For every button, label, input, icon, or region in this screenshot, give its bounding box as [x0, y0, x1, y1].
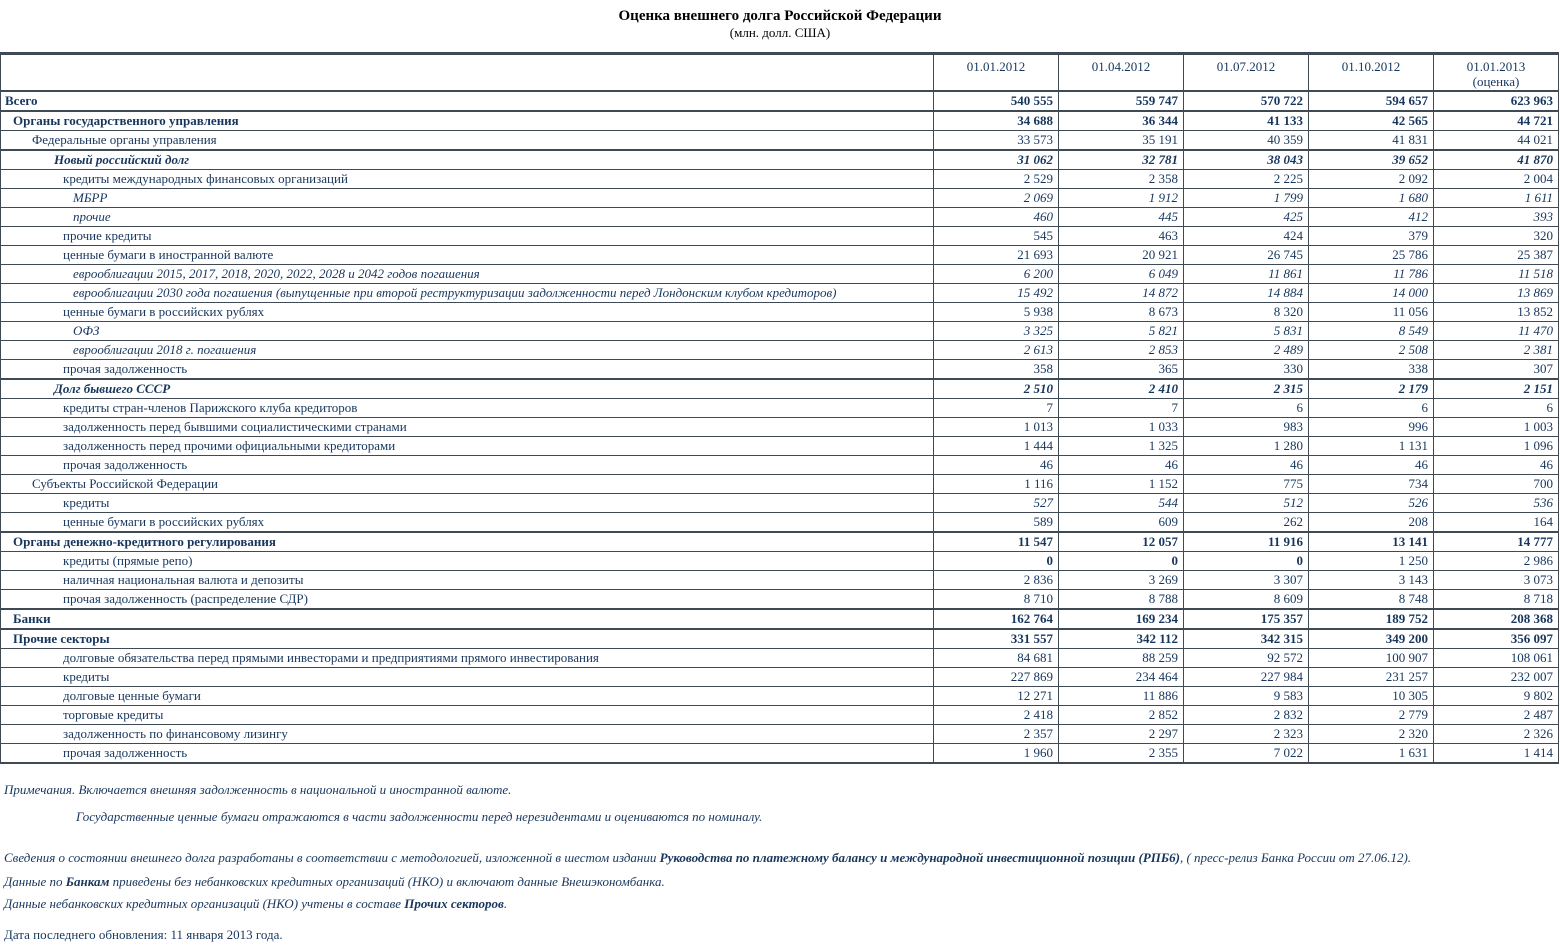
table-row	[1, 744, 1559, 764]
value-cell: 3 143	[1309, 571, 1434, 590]
value-cell: 2 297	[1059, 725, 1184, 744]
row-label: прочая задолженность (распределение СДР)	[1, 590, 934, 610]
value-cell: 46	[1434, 456, 1559, 475]
value-cell: 8 748	[1309, 590, 1434, 610]
value-cell: 2 326	[1434, 725, 1559, 744]
column-header	[1059, 54, 1184, 92]
value-cell: 2 508	[1309, 341, 1434, 360]
value-cell: 262	[1184, 513, 1309, 533]
value-cell: 570 722	[1184, 91, 1309, 111]
value-cell: 5 821	[1059, 322, 1184, 341]
value-cell: 227 984	[1184, 668, 1309, 687]
table-row	[1, 246, 1559, 265]
table-row	[1, 170, 1559, 189]
value-cell: 623 963	[1434, 91, 1559, 111]
value-cell: 307	[1434, 360, 1559, 380]
value-cell: 33 573	[934, 131, 1059, 151]
row-label: наличная национальная валюта и депозиты	[1, 571, 934, 590]
value-cell: 9 583	[1184, 687, 1309, 706]
value-cell: 1 631	[1309, 744, 1434, 764]
value-cell: 25 786	[1309, 246, 1434, 265]
value-cell: 544	[1059, 494, 1184, 513]
value-cell: 1 960	[934, 744, 1059, 764]
value-cell: 1 096	[1434, 437, 1559, 456]
header-row	[1, 54, 1559, 92]
value-cell: 1 280	[1184, 437, 1309, 456]
value-cell: 169 234	[1059, 609, 1184, 629]
value-cell: 6 049	[1059, 265, 1184, 284]
table-row	[1, 609, 1559, 629]
value-cell: 2 986	[1434, 552, 1559, 571]
value-cell: 7 022	[1184, 744, 1309, 764]
value-cell: 540 555	[934, 91, 1059, 111]
value-cell: 536	[1434, 494, 1559, 513]
value-cell: 12 271	[934, 687, 1059, 706]
table-row	[1, 150, 1559, 170]
value-cell: 7	[1059, 399, 1184, 418]
note-segment: Данные небанковских кредитных организаций (НКО) учтены в составе	[4, 896, 405, 911]
table-row	[1, 189, 1559, 208]
row-label: Всего	[1, 91, 934, 111]
value-cell: 330	[1184, 360, 1309, 380]
value-cell: 2 779	[1309, 706, 1434, 725]
value-cell: 0	[1059, 552, 1184, 571]
column-header-date: 01.01.2013	[1466, 59, 1526, 74]
value-cell: 6 200	[934, 265, 1059, 284]
value-cell: 41 831	[1309, 131, 1434, 151]
value-cell: 8 320	[1184, 303, 1309, 322]
value-cell: 164	[1434, 513, 1559, 533]
value-cell: 92 572	[1184, 649, 1309, 668]
table-row	[1, 687, 1559, 706]
table-row	[1, 668, 1559, 687]
value-cell: 2 225	[1184, 170, 1309, 189]
row-label: ценные бумаги в иностранной валюте	[1, 246, 934, 265]
value-cell: 44 021	[1434, 131, 1559, 151]
row-label: Новый российский долг	[1, 150, 934, 170]
value-cell: 1 003	[1434, 418, 1559, 437]
row-label-header	[1, 54, 934, 92]
value-cell: 8 710	[934, 590, 1059, 610]
value-cell: 2 529	[934, 170, 1059, 189]
value-cell: 175 357	[1184, 609, 1309, 629]
value-cell: 2 315	[1184, 379, 1309, 399]
row-label: Федеральные органы управления	[1, 131, 934, 151]
row-label: торговые кредиты	[1, 706, 934, 725]
value-cell: 700	[1434, 475, 1559, 494]
value-cell: 445	[1059, 208, 1184, 227]
value-cell: 342 112	[1059, 629, 1184, 649]
value-cell: 38 043	[1184, 150, 1309, 170]
row-label: кредиты международных финансовых организаций	[1, 170, 934, 189]
value-cell: 559 747	[1059, 91, 1184, 111]
value-cell: 88 259	[1059, 649, 1184, 668]
value-cell: 232 007	[1434, 668, 1559, 687]
row-label: ценные бумаги в российских рублях	[1, 513, 934, 533]
value-cell: 379	[1309, 227, 1434, 246]
value-cell: 463	[1059, 227, 1184, 246]
table-row	[1, 456, 1559, 475]
column-header	[1309, 54, 1434, 92]
value-cell: 189 752	[1309, 609, 1434, 629]
notes	[0, 782, 1560, 942]
value-cell: 20 921	[1059, 246, 1184, 265]
column-header-date: 01.01.2012	[966, 59, 1026, 74]
value-cell: 356 097	[1434, 629, 1559, 649]
table-row	[1, 418, 1559, 437]
table-row	[1, 131, 1559, 151]
value-cell: 231 257	[1309, 668, 1434, 687]
value-cell: 11 916	[1184, 532, 1309, 552]
value-cell: 425	[1184, 208, 1309, 227]
value-cell: 734	[1309, 475, 1434, 494]
value-cell: 8 609	[1184, 590, 1309, 610]
table-row	[1, 399, 1559, 418]
value-cell: 460	[934, 208, 1059, 227]
table-row	[1, 725, 1559, 744]
table-row	[1, 303, 1559, 322]
value-cell: 424	[1184, 227, 1309, 246]
value-cell: 21 693	[934, 246, 1059, 265]
table-row	[1, 111, 1559, 131]
value-cell: 41 870	[1434, 150, 1559, 170]
value-cell: 14 884	[1184, 284, 1309, 303]
value-cell: 8 788	[1059, 590, 1184, 610]
note-nko	[4, 896, 1560, 911]
value-cell: 1 799	[1184, 189, 1309, 208]
value-cell: 1 152	[1059, 475, 1184, 494]
value-cell: 5 831	[1184, 322, 1309, 341]
value-cell: 84 681	[934, 649, 1059, 668]
value-cell: 609	[1059, 513, 1184, 533]
value-cell: 527	[934, 494, 1059, 513]
value-cell: 1 250	[1309, 552, 1434, 571]
value-cell: 0	[934, 552, 1059, 571]
value-cell: 2 320	[1309, 725, 1434, 744]
note-segment: Сведения о состоянии внешнего долга разработаны в соответствии с методологией, изложенной в шестом издании	[4, 850, 660, 865]
value-cell: 34 688	[934, 111, 1059, 131]
value-cell: 14 872	[1059, 284, 1184, 303]
value-cell: 2 489	[1184, 341, 1309, 360]
table-row	[1, 475, 1559, 494]
value-cell: 13 141	[1309, 532, 1434, 552]
column-header-date: 01.10.2012	[1341, 59, 1401, 74]
value-cell: 2 004	[1434, 170, 1559, 189]
row-label: задолженность перед бывшими социалистическими странами	[1, 418, 934, 437]
value-cell: 2 832	[1184, 706, 1309, 725]
value-cell: 13 869	[1434, 284, 1559, 303]
value-cell: 526	[1309, 494, 1434, 513]
value-cell: 2 613	[934, 341, 1059, 360]
value-cell: 3 307	[1184, 571, 1309, 590]
value-cell: 589	[934, 513, 1059, 533]
value-cell: 331 557	[934, 629, 1059, 649]
value-cell: 2 510	[934, 379, 1059, 399]
value-cell: 6	[1434, 399, 1559, 418]
note-remark-1: Примечания. Включается внешняя задолженность в национальной и иностранной валюте.	[4, 782, 512, 797]
value-cell: 2 487	[1434, 706, 1559, 725]
row-label: ОФЗ	[1, 322, 934, 341]
note-segment: Руководства по платежному балансу и международной инвестиционной позиции (РПБ6)	[659, 850, 1180, 865]
value-cell: 234 464	[1059, 668, 1184, 687]
table-body	[1, 91, 1559, 763]
value-cell: 35 191	[1059, 131, 1184, 151]
value-cell: 11 786	[1309, 265, 1434, 284]
value-cell: 6	[1309, 399, 1434, 418]
value-cell: 108 061	[1434, 649, 1559, 668]
value-cell: 208	[1309, 513, 1434, 533]
note-banks	[4, 874, 1560, 889]
value-cell: 0	[1184, 552, 1309, 571]
row-label: долговые ценные бумаги	[1, 687, 934, 706]
value-cell: 2 355	[1059, 744, 1184, 764]
table-header	[1, 54, 1559, 92]
column-header-sub: (оценка)	[1472, 74, 1520, 89]
value-cell: 775	[1184, 475, 1309, 494]
value-cell: 393	[1434, 208, 1559, 227]
row-label: прочая задолженность	[1, 360, 934, 380]
value-cell: 3 325	[934, 322, 1059, 341]
row-label: Органы денежно-кредитного регулирования	[1, 532, 934, 552]
row-label: задолженность перед прочими официальными кредиторами	[1, 437, 934, 456]
value-cell: 11 056	[1309, 303, 1434, 322]
column-header	[1184, 54, 1309, 92]
value-cell: 358	[934, 360, 1059, 380]
value-cell: 365	[1059, 360, 1184, 380]
value-cell: 46	[1059, 456, 1184, 475]
value-cell: 1 033	[1059, 418, 1184, 437]
table-row	[1, 649, 1559, 668]
value-cell: 1 611	[1434, 189, 1559, 208]
column-header	[934, 54, 1059, 92]
row-label: Долг бывшего СССР	[1, 379, 934, 399]
value-cell: 25 387	[1434, 246, 1559, 265]
value-cell: 8 549	[1309, 322, 1434, 341]
value-cell: 3 073	[1434, 571, 1559, 590]
value-cell: 11 861	[1184, 265, 1309, 284]
table-row	[1, 706, 1559, 725]
row-label: кредиты стран-членов Парижского клуба кредиторов	[1, 399, 934, 418]
row-label: МБРР	[1, 189, 934, 208]
value-cell: 342 315	[1184, 629, 1309, 649]
table-row	[1, 590, 1559, 610]
value-cell: 545	[934, 227, 1059, 246]
value-cell: 39 652	[1309, 150, 1434, 170]
table-row	[1, 91, 1559, 111]
value-cell: 2 836	[934, 571, 1059, 590]
table-row	[1, 322, 1559, 341]
table-row	[1, 341, 1559, 360]
note-segment: Данные по	[4, 874, 66, 889]
row-label: еврооблигации 2015, 2017, 2018, 2020, 2022, 2028 и 2042 годов погашения	[1, 265, 934, 284]
value-cell: 2 410	[1059, 379, 1184, 399]
value-cell: 1 680	[1309, 189, 1434, 208]
value-cell: 2 358	[1059, 170, 1184, 189]
table-row	[1, 265, 1559, 284]
value-cell: 1 116	[934, 475, 1059, 494]
value-cell: 996	[1309, 418, 1434, 437]
value-cell: 2 179	[1309, 379, 1434, 399]
note-remark-2: Государственные ценные бумаги отражаются в части задолженности перед нерезидентами и оцениваются по номиналу.	[76, 809, 763, 824]
value-cell: 320	[1434, 227, 1559, 246]
page-subtitle: (млн. долл. США)	[729, 25, 831, 40]
value-cell: 162 764	[934, 609, 1059, 629]
value-cell: 1 131	[1309, 437, 1434, 456]
value-cell: 349 200	[1309, 629, 1434, 649]
value-cell: 14 777	[1434, 532, 1559, 552]
row-label: кредиты	[1, 668, 934, 687]
value-cell: 46	[1184, 456, 1309, 475]
value-cell: 2 092	[1309, 170, 1434, 189]
value-cell: 10 305	[1309, 687, 1434, 706]
column-header	[1434, 54, 1559, 92]
note-segment: .	[503, 896, 508, 911]
value-cell: 983	[1184, 418, 1309, 437]
column-header-date: 01.07.2012	[1216, 59, 1276, 74]
note-methodology	[4, 850, 1560, 865]
value-cell: 8 673	[1059, 303, 1184, 322]
table-row	[1, 208, 1559, 227]
row-label: Банки	[1, 609, 934, 629]
value-cell: 44 721	[1434, 111, 1559, 131]
value-cell: 1 325	[1059, 437, 1184, 456]
value-cell: 1 444	[934, 437, 1059, 456]
value-cell: 2 853	[1059, 341, 1184, 360]
value-cell: 2 323	[1184, 725, 1309, 744]
row-label: Субъекты Российской Федерации	[1, 475, 934, 494]
value-cell: 12 057	[1059, 532, 1184, 552]
note-segment: Прочих секторов	[404, 896, 504, 911]
note-last-update: Дата последнего обновления: 11 января 2013 года.	[4, 927, 283, 942]
value-cell: 1 912	[1059, 189, 1184, 208]
row-label: еврооблигации 2030 года погашения (выпущенные при второй реструктуризации задолженности перед Лондонским клубом кредиторов)	[1, 284, 934, 303]
value-cell: 46	[1309, 456, 1434, 475]
table-row	[1, 494, 1559, 513]
value-cell: 13 852	[1434, 303, 1559, 322]
value-cell: 46	[934, 456, 1059, 475]
row-label: прочая задолженность	[1, 456, 934, 475]
value-cell: 11 470	[1434, 322, 1559, 341]
table-row	[1, 379, 1559, 399]
row-label: задолженность по финансовому лизингу	[1, 725, 934, 744]
value-cell: 26 745	[1184, 246, 1309, 265]
row-label: долговые обязательства перед прямыми инвесторами и предприятиями прямого инвестирования	[1, 649, 934, 668]
page-title: Оценка внешнего долга Российской Федерации	[618, 8, 942, 24]
value-cell: 40 359	[1184, 131, 1309, 151]
table-row	[1, 513, 1559, 533]
value-cell: 208 368	[1434, 609, 1559, 629]
value-cell: 2 069	[934, 189, 1059, 208]
value-cell: 3 269	[1059, 571, 1184, 590]
row-label: прочая задолженность	[1, 744, 934, 764]
row-label: кредиты	[1, 494, 934, 513]
value-cell: 9 802	[1434, 687, 1559, 706]
note-segment: , ( пресс-релиз Банка России от 27.06.12).	[1179, 850, 1412, 865]
table-row	[1, 552, 1559, 571]
value-cell: 2 357	[934, 725, 1059, 744]
row-label: прочие	[1, 208, 934, 227]
value-cell: 338	[1309, 360, 1434, 380]
external-debt-table	[0, 52, 1559, 764]
row-label: Органы государственного управления	[1, 111, 934, 131]
value-cell: 32 781	[1059, 150, 1184, 170]
value-cell: 5 938	[934, 303, 1059, 322]
table-row	[1, 629, 1559, 649]
value-cell: 100 907	[1309, 649, 1434, 668]
value-cell: 6	[1184, 399, 1309, 418]
table-row	[1, 437, 1559, 456]
row-label: Прочие секторы	[1, 629, 934, 649]
value-cell: 1 414	[1434, 744, 1559, 764]
value-cell: 41 133	[1184, 111, 1309, 131]
value-cell: 1 013	[934, 418, 1059, 437]
table-row	[1, 532, 1559, 552]
value-cell: 11 547	[934, 532, 1059, 552]
table-row	[1, 360, 1559, 380]
row-label: ценные бумаги в российских рублях	[1, 303, 934, 322]
value-cell: 2 852	[1059, 706, 1184, 725]
value-cell: 36 344	[1059, 111, 1184, 131]
column-header-date: 01.04.2012	[1091, 59, 1151, 74]
value-cell: 42 565	[1309, 111, 1434, 131]
value-cell: 512	[1184, 494, 1309, 513]
value-cell: 2 418	[934, 706, 1059, 725]
value-cell: 594 657	[1309, 91, 1434, 111]
value-cell: 7	[934, 399, 1059, 418]
value-cell: 8 718	[1434, 590, 1559, 610]
value-cell: 412	[1309, 208, 1434, 227]
table-row	[1, 571, 1559, 590]
value-cell: 227 869	[934, 668, 1059, 687]
table-row	[1, 284, 1559, 303]
value-cell: 14 000	[1309, 284, 1434, 303]
row-label: прочие кредиты	[1, 227, 934, 246]
value-cell: 2 151	[1434, 379, 1559, 399]
table-row	[1, 227, 1559, 246]
row-label: еврооблигации 2018 г. погашения	[1, 341, 934, 360]
value-cell: 15 492	[934, 284, 1059, 303]
value-cell: 11 518	[1434, 265, 1559, 284]
note-segment: Банкам	[65, 874, 110, 889]
value-cell: 2 381	[1434, 341, 1559, 360]
value-cell: 31 062	[934, 150, 1059, 170]
value-cell: 11 886	[1059, 687, 1184, 706]
row-label: кредиты (прямые репо)	[1, 552, 934, 571]
note-segment: приведены без небанковских кредитных организаций (НКО) и включают данные Внешэкономбанка.	[109, 874, 665, 889]
